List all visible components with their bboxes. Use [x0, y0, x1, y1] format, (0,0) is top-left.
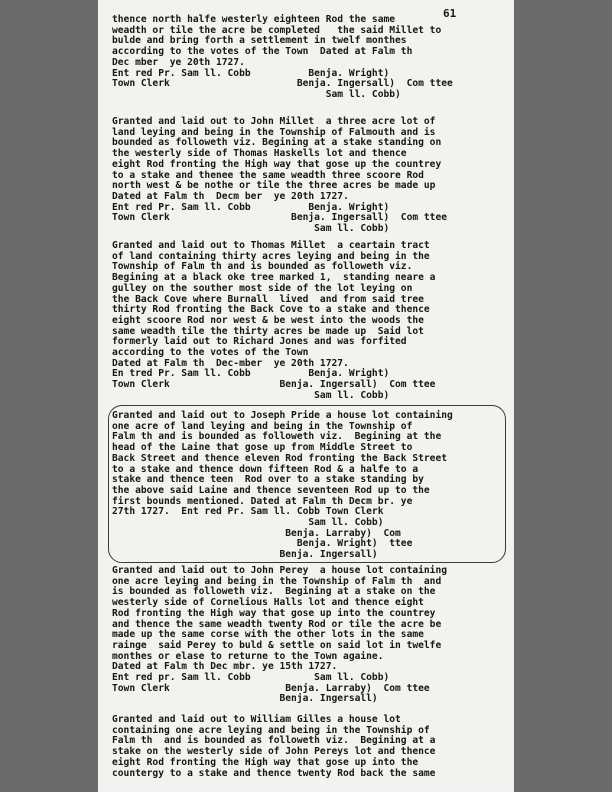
- entry-william-gilles-grant: Granted and laid out to William Gilles a house lot containing one acre leying and being in the Township of Falm th and is bounded as followeth viz. Begining at a stake on the westerly side of John Pereys lot and thence eight Rod fronting the High way that gose up into the countergy to a stake and thence twenty Rod back the same: [112, 714, 436, 779]
- entry-thomas-millet-grant: Granted and laid out to Thomas Millet a ceartain tract of land containing thirty acres leying and being in the Township of Falm th and is bounded as followeth viz. Begining at a black oke tree marked 1, standing neare a gulley on the souther most side of the lot leying on the Back Cove where Burnall lived and from said tree thirty Rod fronting the Back Cove to a stake and thence eight scoore Rod nor west & be west into the woods the same weadth tile the thirty acres be made up Said lot formerly laid out to Richard Jones and was forfited according to the votes of the Town Dated at Falm th Dec-mber ye 20th 1727. En tred Pr. Sam ll. Cobb Benja. Wright) Town Clerk Benja. Ingersall) Com ttee Sam ll. Cobb): [112, 240, 436, 401]
- entry-joseph-pride-grant: Granted and laid out to Joseph Pride a house lot containing one acre of land leying and being in the Township of Falm th and is bounded as followeth viz. Begining at the head of the Laine that gose up from Middle Street to Back Street and thence eleven Rod fronting the Back Street to a stake and thence down fifteen Rod & a halfe to a stake and thence teen Rod over to a stake standing by the above said Laine and thence seventeen Rod up to the first bounds mentioned. Dated at Falm th Decm br. ye 27th 1727. Ent red Pr. Sam ll. Cobb Town Clerk Sam ll. Cobb) Benja. Larraby) Com Benja. Wright) ttee Benja. Ingersall): [112, 410, 453, 561]
- document-page: [98, 0, 514, 792]
- highlighted-entry-outline: [108, 405, 506, 563]
- entry-john-perey-grant: Granted and laid out to John Perey a house lot containing one acre leying and being in the Township of Falm th and is bounded as followeth viz. Begining at a stake on the westerly side of Cornelious Halls lot and thence eight Rod fronting the High way that gose up into the countrey and thence the same weadth twenty Rod or tile the acre be made up the same corse with the other lots in the same rainge said Perey to buld & settle on said lot in twelfe monthes or elase to returne to the Town againe. Dated at Falm th Dec mbr. ye 15th 1727. Ent red pr. Sam ll. Cobb Sam ll. Cobb) Town Clerk Benja. Larraby) Com ttee Benja. Ingersall): [112, 565, 448, 705]
- page-number: 61: [443, 7, 457, 20]
- entry-john-millet-grant: Granted and laid out to John Millet a three acre lot of land leying and being in the Township of Falmouth and is bounded as followeth viz. Begining at a stake standing on the westerly side of Thomas Haskells lot and thence eight Rod fronting the High way that gose up the countrey to a stake and thenee the same weadth three scoore Rod north west & be nothe or tile the three acres be made up Dated at Falm th Decm ber ye 20th 1727. Ent red Pr. Sam ll. Cobb Benja. Wright) Town Clerk Benja. Ingersall) Com ttee Sam ll. Cobb): [112, 116, 448, 235]
- entry-millet-completion: thence north halfe westerly eighteen Rod the same weadth or tile the acre be completed the said Millet to bulde and bring forth a settlement in twelf monthes according to the votes of the Town Dated at Falm th Dec mber ye 20th 1727. Ent red Pr. Sam ll. Cobb Benja. Wright) Town Clerk Benja. Ingersall) Com ttee Sam ll. Cobb): [112, 14, 453, 100]
